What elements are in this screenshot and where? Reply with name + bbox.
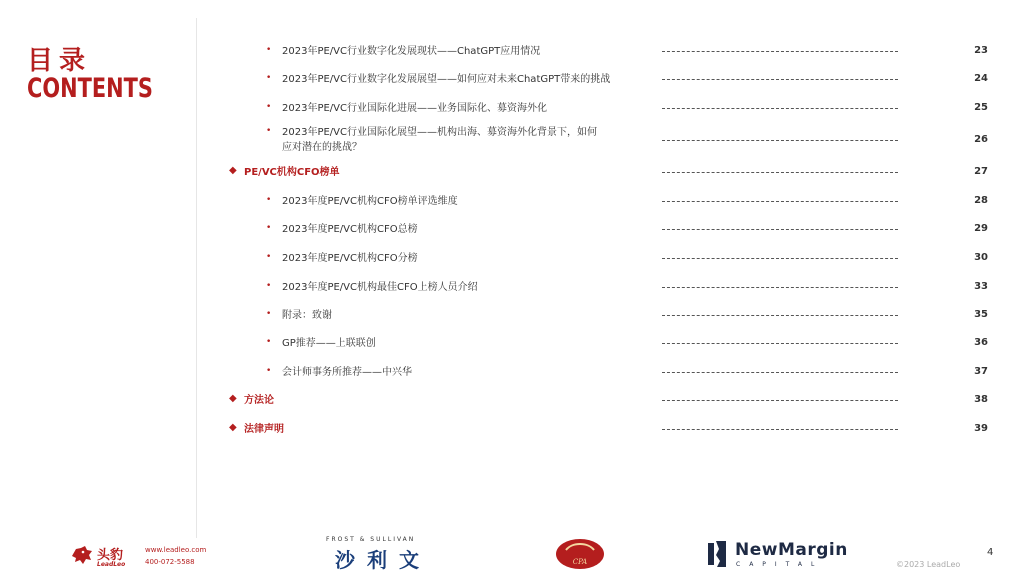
- bullet-icon: •: [266, 366, 272, 376]
- toc-entry-page: 38: [974, 394, 988, 405]
- dotted-leader: [662, 79, 898, 80]
- phone-number: 400-072-5588: [145, 558, 195, 566]
- toc-entry-page: 30: [974, 252, 988, 263]
- toc-entry-label: 2023年度PE/VC机构CFO分榜: [282, 253, 418, 264]
- bullet-icon: •: [266, 337, 272, 347]
- toc-entry-page: 39: [974, 423, 988, 434]
- leadleo-contact: [145, 544, 206, 568]
- toc-entry-label: 2023年度PE/VC机构CFO榜单评选维度: [282, 196, 458, 207]
- toc-entry-page: 36: [974, 337, 988, 348]
- page-number: 4: [987, 547, 994, 558]
- bullet-icon: •: [266, 102, 272, 112]
- bullet-icon: •: [266, 223, 272, 233]
- toc-entry-label-line2: 应对潜在的挑战？: [282, 142, 362, 153]
- leopard-icon: [70, 544, 94, 566]
- bullet-icon: •: [266, 195, 272, 205]
- bullet-icon: •: [266, 252, 272, 262]
- toc-entry-page: 35: [974, 309, 988, 320]
- dotted-leader: [662, 51, 898, 52]
- toc-entry-page: 37: [974, 366, 988, 377]
- frost-sullivan-name-cn: 沙利文: [335, 548, 431, 572]
- diamond-icon: ◆: [229, 422, 237, 433]
- toc-entry-page: 26: [974, 134, 988, 145]
- website-link[interactable]: www.leadleo.com: [145, 546, 207, 554]
- dotted-leader: [662, 372, 898, 373]
- toc-entry-label: 2023年PE/VC行业数字化发展展望——如何应对未来ChatGPT带来的挑战: [282, 74, 611, 85]
- toc-entry-label: 附录：致谢: [282, 310, 332, 321]
- newmargin-name: NewMargin: [735, 540, 848, 560]
- toc-section-label: 法律声明: [244, 424, 284, 435]
- toc-entry-label: 2023年度PE/VC机构CFO总榜: [282, 224, 418, 235]
- newmargin-sub: CAPITAL: [736, 561, 824, 568]
- leadleo-name-en: LeadLeo: [97, 561, 126, 568]
- dotted-leader: [662, 343, 898, 344]
- frost-sullivan-name-en: FROST & SULLIVAN: [326, 536, 416, 543]
- dotted-leader: [662, 400, 898, 401]
- toc-entry-page: 33: [974, 281, 988, 292]
- toc-entry-page: 25: [974, 102, 988, 113]
- toc-entry-label: 2023年PE/VC行业国际化进展——业务国际化、募资海外化: [282, 103, 547, 114]
- toc-entry-page: 23: [974, 45, 988, 56]
- dotted-leader: [662, 140, 898, 141]
- dotted-leader: [662, 201, 898, 202]
- toc-entry-page: 29: [974, 223, 988, 234]
- toc-entry-label: 2023年PE/VC行业数字化发展现状——ChatGPT应用情况: [282, 46, 541, 57]
- bullet-icon: •: [266, 281, 272, 291]
- diamond-icon: ◆: [229, 165, 237, 176]
- newmargin-mark-icon: [705, 539, 729, 569]
- copyright: ©2023 LeadLeo: [896, 560, 961, 569]
- cpa-logo-text: CPA: [572, 558, 588, 566]
- dotted-leader: [662, 229, 898, 230]
- dotted-leader: [662, 315, 898, 316]
- dotted-leader: [662, 258, 898, 259]
- footer: [0, 530, 1024, 576]
- toc-section-label: PE/VC机构CFO榜单: [244, 167, 340, 178]
- toc-entry-label: 2023年度PE/VC机构最佳CFO上榜人员介绍: [282, 282, 478, 293]
- bullet-icon: •: [266, 126, 272, 136]
- cpa-logo: [554, 538, 606, 570]
- diamond-icon: ◆: [229, 393, 237, 404]
- page-title-cn: 目录: [27, 46, 92, 76]
- toc-entry-page: 28: [974, 195, 988, 206]
- dotted-leader: [662, 172, 898, 173]
- toc-entry-page: 24: [974, 73, 988, 84]
- bullet-icon: •: [266, 73, 272, 83]
- toc-entry-label: 2023年PE/VC行业国际化展望——机构出海、募资海外化背景下，如何: [282, 127, 597, 138]
- leadleo-name-cn: 头豹: [97, 548, 124, 563]
- page-title-en: CONTENTS: [27, 73, 153, 104]
- dotted-leader: [662, 429, 898, 430]
- toc-entry-page: 27: [974, 166, 988, 177]
- toc-entry-label: 会计师事务所推荐——中兴华: [282, 367, 412, 378]
- dotted-leader: [662, 287, 898, 288]
- bullet-icon: •: [266, 309, 272, 319]
- bullet-icon: •: [266, 45, 272, 55]
- toc-section-label: 方法论: [244, 395, 274, 406]
- dotted-leader: [662, 108, 898, 109]
- toc-entry-label: GP推荐——上联联创: [282, 338, 376, 349]
